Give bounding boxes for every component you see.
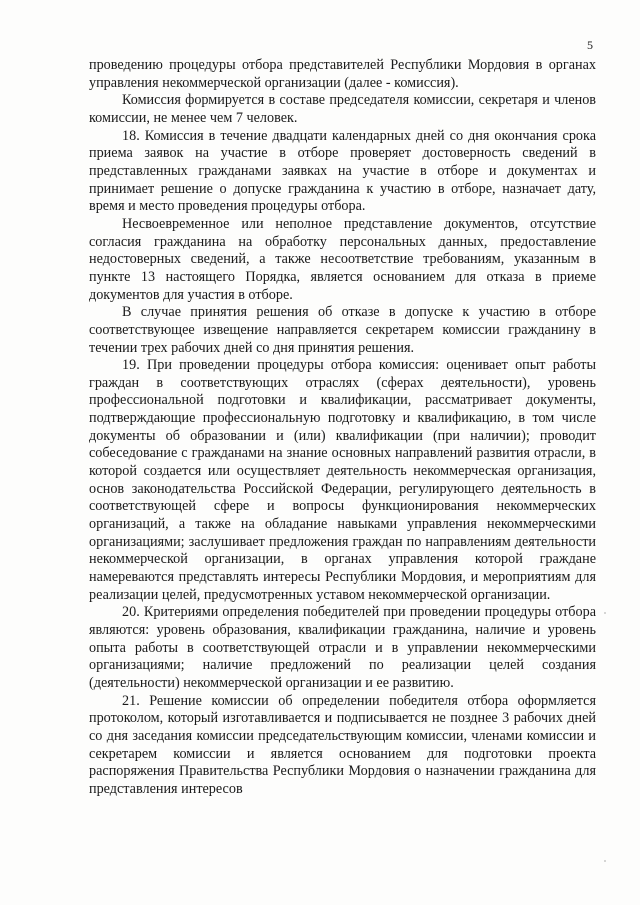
paragraph-item-19: 19. При проведении процедуры отбора комиссия: оценивает опыт работы граждан в соответствующих отраслях (сферах деятельности), уровень профессиональной подготовки и квалификации, рассматривает документы, подтверждающие профессиональную подготовку и квалификацию, в том числе документы об образовании и (или) квалификации (при наличии); проводит собеседование с гражданами на знание основных направлений развития отрасли, в которой создается или осуществляет деятельность некоммерческая организация, основ законодательства Российской Федерации, регулирующего деятельность в соответствующей сфере и вопросы функционирования некоммерческих организаций, а также на обладание навыками управления некоммерческими организациями; заслушивает предложения граждан по направлениям деятельности некоммерческой организации, в органах управления которой граждане намереваются представлять интересы Республики Мордовия, и мероприятиям для реализации целей, предусмотренных уставом некоммерческой организации. bbox=[89, 357, 596, 603]
paragraph-item-18: 18. Комиссия в течение двадцати календарных дней со дня окончания срока приема заявок на участие в отборе проверяет достоверность сведений в представленных гражданами заявках на участие в отборе и документах и принимает решение о допуске гражданина к участию в отборе, назначает дату, время и место проведения процедуры отбора. bbox=[89, 127, 596, 215]
scan-speck bbox=[604, 860, 606, 862]
scan-speck bbox=[604, 612, 606, 614]
document-body bbox=[89, 57, 596, 799]
paragraph-refusal-notice: В случае принятия решения об отказе в допуске к участию в отборе соответствующее извещение направляется секретарем комиссии гражданину в течении трех рабочих дней со дня принятия решения. bbox=[89, 304, 596, 356]
page-number: 5 bbox=[587, 38, 593, 52]
paragraph-item-20: 20. Критериями определения победителей при проведении процедуры отбора являются: уровень образования, квалификации гражданина, наличие и уровень опыта работы в соответствующей отрасли и в управлении некоммерческими организациями; наличие предложений по реализации целей создания (деятельности) некоммерческой организации и ее развитию. bbox=[89, 604, 596, 691]
paragraph-item-21: 21. Решение комиссии об определении победителя отбора оформляется протоколом, который изготавливается и подписывается не позднее 3 рабочих дней со дня заседания комиссии председательствующим комиссии, членами комиссии и секретарем комиссии и является основанием для подготовки проекта распоряжения Правительства Республики Мордовия о назначении гражданина для представления интересов bbox=[89, 692, 596, 797]
paragraph-commission-composition: Комиссия формируется в составе председателя комиссии, секретаря и членов комиссии, не менее чем 7 человек. bbox=[89, 92, 596, 126]
paragraph-continuation: проведению процедуры отбора представителей Республики Мордовия в органах управления некоммерческой организации (далее - комиссия). bbox=[89, 57, 596, 91]
paragraph-refusal-grounds: Несвоевременное или неполное представление документов, отсутствие согласия гражданина на обработку персональных данных, предоставление недостоверных сведений, а также несоответствие требованиям, указанным в пункте 13 настоящего Порядка, является основанием для отказа в приеме документов для участия в отборе. bbox=[89, 215, 596, 303]
